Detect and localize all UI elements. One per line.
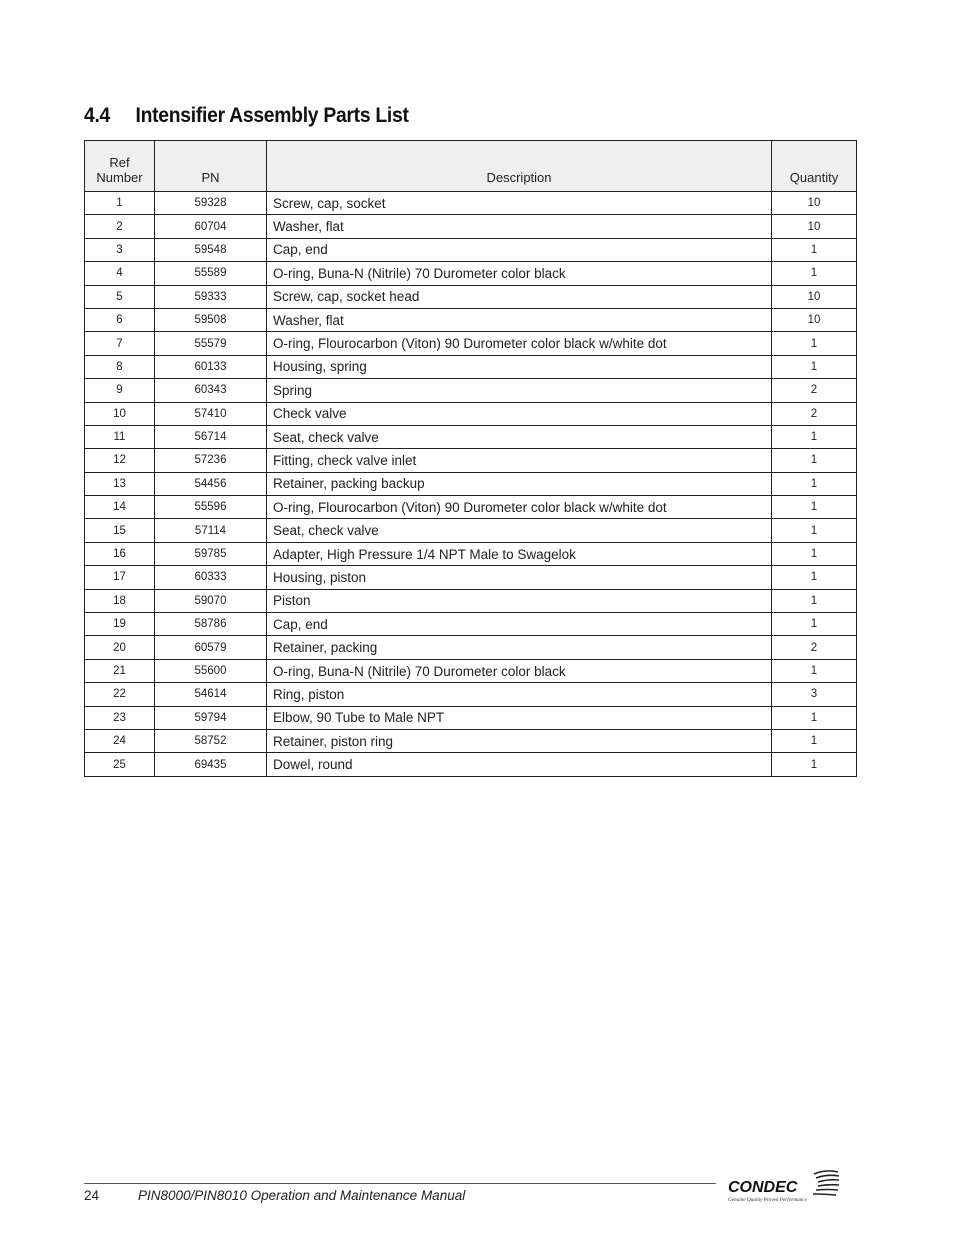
description-cell: Seat, check valve [267, 425, 772, 448]
description-cell: Retainer, packing [267, 636, 772, 659]
description-cell: Retainer, piston ring [267, 729, 772, 752]
quantity-cell: 1 [772, 519, 857, 542]
quantity-cell: 2 [772, 379, 857, 402]
header-description: Description [267, 141, 772, 192]
ref-cell: 2 [85, 215, 155, 238]
pn-cell: 59070 [155, 589, 267, 612]
pn-cell: 57236 [155, 449, 267, 472]
description-cell: O-ring, Flourocarbon (Viton) 90 Durometer color black w/white dot [267, 496, 772, 519]
pn-cell: 59785 [155, 542, 267, 565]
table-row [85, 613, 857, 636]
pn-cell: 57114 [155, 519, 267, 542]
ref-cell: 13 [85, 472, 155, 495]
description-cell: Retainer, packing backup [267, 472, 772, 495]
ref-cell: 10 [85, 402, 155, 425]
ref-cell: 9 [85, 379, 155, 402]
description-cell: Screw, cap, socket head [267, 285, 772, 308]
description-cell: Housing, spring [267, 355, 772, 378]
description-cell: O-ring, Buna-N (Nitrile) 70 Durometer color black [267, 659, 772, 682]
pn-cell: 57410 [155, 402, 267, 425]
quantity-cell: 1 [772, 355, 857, 378]
table-row [85, 285, 857, 308]
pn-cell: 59328 [155, 192, 267, 215]
ref-cell: 11 [85, 425, 155, 448]
description-cell: Screw, cap, socket [267, 192, 772, 215]
quantity-cell: 1 [772, 542, 857, 565]
ref-cell: 17 [85, 566, 155, 589]
description-cell: Washer, flat [267, 308, 772, 331]
quantity-cell: 1 [772, 332, 857, 355]
pn-cell: 56714 [155, 425, 267, 448]
description-cell: O-ring, Buna-N (Nitrile) 70 Durometer color black [267, 262, 772, 285]
pn-cell: 54614 [155, 683, 267, 706]
pn-cell: 59548 [155, 238, 267, 261]
description-cell: Check valve [267, 402, 772, 425]
quantity-cell: 2 [772, 402, 857, 425]
page-number: 24 [84, 1188, 100, 1203]
ref-cell: 3 [85, 238, 155, 261]
section-heading [84, 104, 409, 128]
ref-cell: 16 [85, 542, 155, 565]
table-row [85, 729, 857, 752]
logo-swoosh-icon [813, 1171, 839, 1195]
pn-cell: 54456 [155, 472, 267, 495]
description-cell: Cap, end [267, 238, 772, 261]
manual-title: PIN8000/PIN8010 Operation and Maintenance Manual [138, 1188, 466, 1203]
quantity-cell: 10 [772, 192, 857, 215]
table-row [85, 519, 857, 542]
quantity-cell: 1 [772, 589, 857, 612]
section-number: 4.4 [84, 104, 111, 127]
pn-cell: 55589 [155, 262, 267, 285]
ref-cell: 6 [85, 308, 155, 331]
pn-cell: 60343 [155, 379, 267, 402]
description-cell: Ring, piston [267, 683, 772, 706]
pn-cell: 60704 [155, 215, 267, 238]
description-cell: Seat, check valve [267, 519, 772, 542]
quantity-cell: 1 [772, 238, 857, 261]
table-row [85, 402, 857, 425]
ref-cell: 5 [85, 285, 155, 308]
table-row [85, 425, 857, 448]
table-row [85, 449, 857, 472]
table-row [85, 308, 857, 331]
quantity-cell: 1 [772, 262, 857, 285]
table-row [85, 215, 857, 238]
header-pn: PN [155, 141, 267, 192]
pn-cell: 59794 [155, 706, 267, 729]
description-cell: Elbow, 90 Tube to Male NPT [267, 706, 772, 729]
ref-cell: 22 [85, 683, 155, 706]
pn-cell: 60579 [155, 636, 267, 659]
ref-cell: 19 [85, 613, 155, 636]
ref-cell: 21 [85, 659, 155, 682]
table-row [85, 706, 857, 729]
pn-cell: 55600 [155, 659, 267, 682]
ref-cell: 1 [85, 192, 155, 215]
table-row [85, 472, 857, 495]
header-ref-number: Ref Number [85, 141, 155, 192]
quantity-cell: 1 [772, 613, 857, 636]
ref-cell: 24 [85, 729, 155, 752]
pn-cell: 58786 [155, 613, 267, 636]
description-cell: Fitting, check valve inlet [267, 449, 772, 472]
section-title: Intensifier Assembly Parts List [135, 104, 409, 127]
table-row [85, 659, 857, 682]
quantity-cell: 1 [772, 659, 857, 682]
description-cell: Piston [267, 589, 772, 612]
logo-tagline: Genuine Quality Proven Performance [728, 1197, 807, 1203]
pn-cell: 55579 [155, 332, 267, 355]
description-cell: O-ring, Flourocarbon (Viton) 90 Durometer color black w/white dot [267, 332, 772, 355]
pn-cell: 60333 [155, 566, 267, 589]
condec-logo [726, 1168, 844, 1204]
table-header-row [85, 141, 857, 192]
table-row [85, 332, 857, 355]
pn-cell: 69435 [155, 753, 267, 776]
ref-cell: 7 [85, 332, 155, 355]
quantity-cell: 2 [772, 636, 857, 659]
parts-table-body [85, 192, 857, 777]
quantity-cell: 10 [772, 215, 857, 238]
ref-cell: 25 [85, 753, 155, 776]
table-row [85, 355, 857, 378]
quantity-cell: 1 [772, 449, 857, 472]
quantity-cell: 1 [772, 472, 857, 495]
table-row [85, 683, 857, 706]
header-quantity: Quantity [772, 141, 857, 192]
ref-cell: 8 [85, 355, 155, 378]
ref-cell: 12 [85, 449, 155, 472]
ref-cell: 4 [85, 262, 155, 285]
ref-cell: 20 [85, 636, 155, 659]
table-row [85, 496, 857, 519]
logo-wordmark: CONDEC [728, 1179, 798, 1196]
quantity-cell: 3 [772, 683, 857, 706]
quantity-cell: 1 [772, 425, 857, 448]
description-cell: Washer, flat [267, 215, 772, 238]
quantity-cell: 1 [772, 496, 857, 519]
description-cell: Housing, piston [267, 566, 772, 589]
quantity-cell: 10 [772, 285, 857, 308]
table-row [85, 379, 857, 402]
pn-cell: 59333 [155, 285, 267, 308]
quantity-cell: 1 [772, 566, 857, 589]
ref-cell: 14 [85, 496, 155, 519]
table-row [85, 542, 857, 565]
parts-list-table [84, 140, 857, 777]
pn-cell: 60133 [155, 355, 267, 378]
table-row [85, 636, 857, 659]
table-row [85, 262, 857, 285]
ref-cell: 18 [85, 589, 155, 612]
table-row [85, 753, 857, 776]
quantity-cell: 1 [772, 753, 857, 776]
description-cell: Cap, end [267, 613, 772, 636]
ref-cell: 15 [85, 519, 155, 542]
table-row [85, 589, 857, 612]
description-cell: Adapter, High Pressure 1/4 NPT Male to Swagelok [267, 542, 772, 565]
quantity-cell: 1 [772, 706, 857, 729]
description-cell: Dowel, round [267, 753, 772, 776]
table-row [85, 566, 857, 589]
table-row [85, 192, 857, 215]
quantity-cell: 10 [772, 308, 857, 331]
quantity-cell: 1 [772, 729, 857, 752]
ref-cell: 23 [85, 706, 155, 729]
table-row [85, 238, 857, 261]
footer-rule [84, 1183, 716, 1184]
pn-cell: 58752 [155, 729, 267, 752]
pn-cell: 55596 [155, 496, 267, 519]
description-cell: Spring [267, 379, 772, 402]
pn-cell: 59508 [155, 308, 267, 331]
